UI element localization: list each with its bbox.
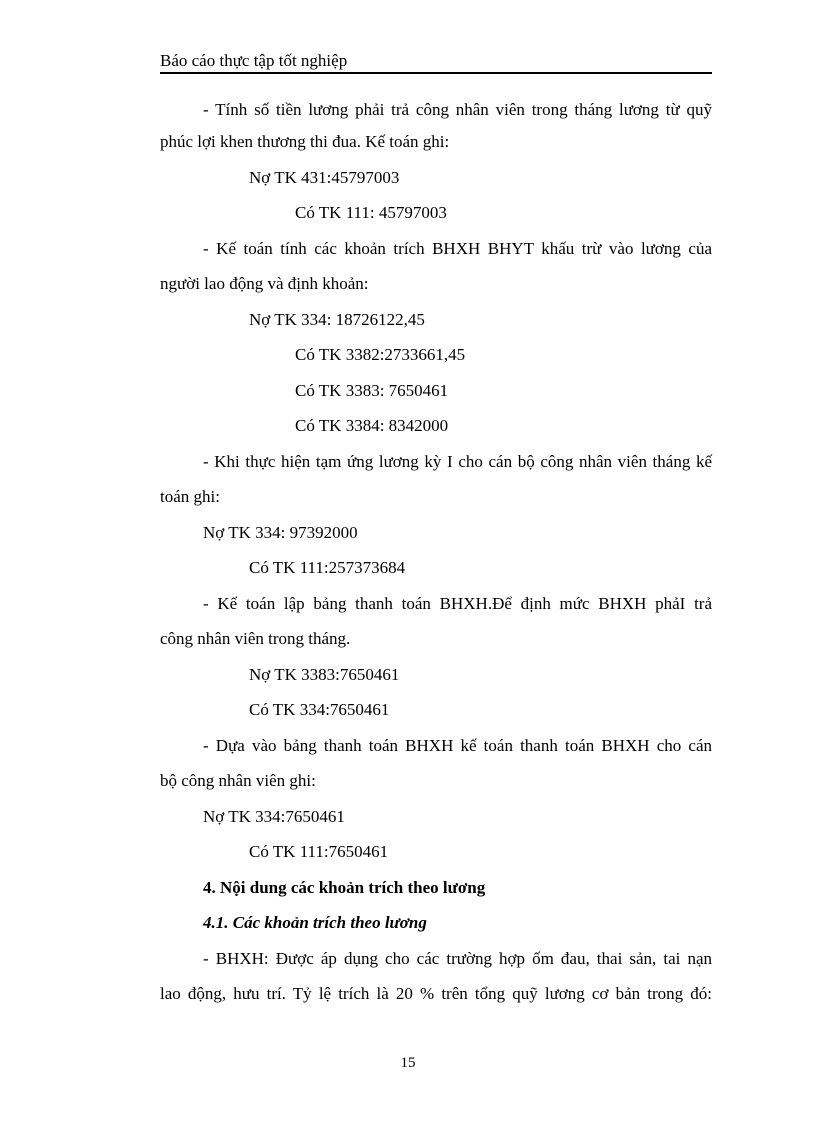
paragraph-line: - Kế toán tính các khoản trích BHXH BHYT khấu trừ vào lương của xyxy=(203,239,712,258)
journal-debit: Nợ TK 431:45797003 xyxy=(249,168,400,187)
paragraph-line: bộ công nhân viên ghi: xyxy=(160,771,316,790)
paragraph-line: toán ghi: xyxy=(160,487,220,506)
journal-credit: Có TK 111: 45797003 xyxy=(295,203,447,222)
header-divider xyxy=(160,72,712,74)
paragraph-line: - Kế toán lập bảng thanh toán BHXH.Để định mức BHXH phảI trả xyxy=(203,594,712,613)
section-heading: 4. Nội dung các khoản trích theo lương xyxy=(203,878,486,897)
journal-debit: Nợ TK 334: 18726122,45 xyxy=(249,310,425,329)
paragraph-line: - Khi thực hiện tạm ứng lương kỳ I cho cán bộ công nhân viên tháng kế xyxy=(203,452,712,471)
journal-debit: Nợ TK 3383:7650461 xyxy=(249,665,400,684)
paragraph-line: người lao động và định khoản: xyxy=(160,274,369,293)
journal-credit: Có TK 3383: 7650461 xyxy=(295,381,449,400)
journal-debit: Nợ TK 334:7650461 xyxy=(203,807,345,826)
subsection-heading: 4.1. Các khoản trích theo lương xyxy=(203,913,427,932)
paragraph-line: - BHXH: Được áp dụng cho các trường hợp ốm đau, thai sản, tai nạn xyxy=(203,949,712,968)
journal-credit: Có TK 334:7650461 xyxy=(249,700,390,719)
paragraph-line: công nhân viên trong tháng. xyxy=(160,629,351,648)
journal-credit: Có TK 3382:2733661,45 xyxy=(295,345,466,364)
paragraph-line: - Tính số tiền lương phải trả công nhân viên trong tháng lương từ quỹ xyxy=(203,100,712,119)
paragraph-line: phúc lợi khen thương thi đua. Kế toán ghi: xyxy=(160,132,450,151)
page-number: 15 xyxy=(400,1055,416,1071)
page-header-title: Báo cáo thực tập tốt nghiệp xyxy=(160,51,348,70)
paragraph-line: lao động, hưu trí. Tỷ lệ trích là 20 % trên tổng quỹ lương cơ bản trong đó: xyxy=(160,984,712,1003)
journal-credit: Có TK 111:7650461 xyxy=(249,842,389,861)
paragraph-line: - Dựa vào bảng thanh toán BHXH kế toán thanh toán BHXH cho cán xyxy=(203,736,712,755)
journal-credit: Có TK 111:257373684 xyxy=(249,558,406,577)
journal-credit: Có TK 3384: 8342000 xyxy=(295,416,449,435)
journal-debit: Nợ TK 334: 97392000 xyxy=(203,523,358,542)
